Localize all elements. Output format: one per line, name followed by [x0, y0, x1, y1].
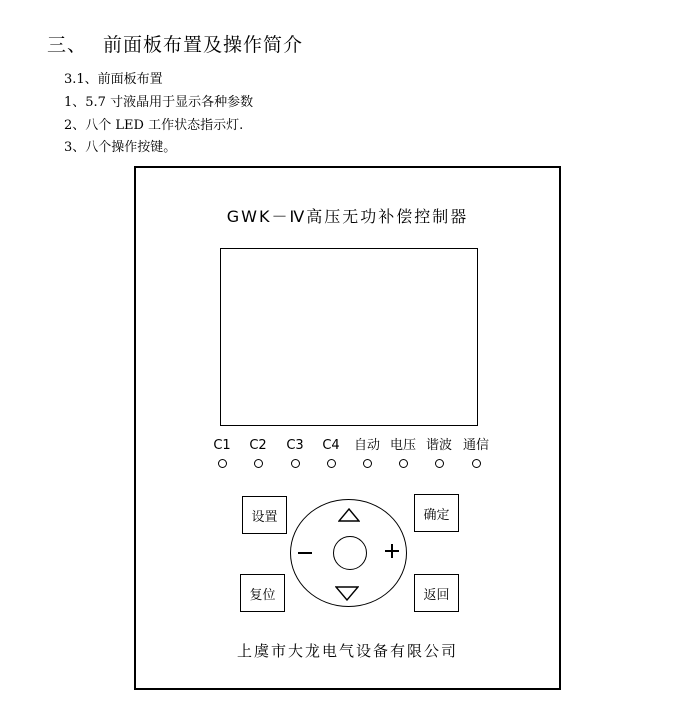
indicator-label: C1 [213, 438, 231, 453]
confirm-button[interactable]: 确定 [414, 494, 459, 532]
indicator-harmonic [421, 438, 457, 468]
section-number: 三、 [47, 34, 88, 56]
list-item: 2、八个 LED 工作状态指示灯. [64, 118, 244, 133]
indicator-label: 自动 [353, 438, 380, 453]
led-icon [218, 459, 227, 468]
section-heading [47, 30, 303, 57]
indicator-comm [458, 438, 494, 468]
indicator-voltage [385, 438, 421, 468]
manufacturer-label: 上虞市大龙电气设备有限公司 [236, 642, 458, 660]
section-title: 前面板布置及操作简介 [103, 34, 304, 56]
led-icon [291, 459, 300, 468]
led-icon [254, 459, 263, 468]
minus-icon[interactable] [298, 542, 312, 562]
indicator-c1 [204, 438, 240, 468]
list-item: 1、5.7 寸液晶用于显示各种参数 [64, 95, 254, 110]
indicator-c2 [240, 438, 276, 468]
panel-title: GWK－Ⅳ高压无功补偿控制器 [226, 207, 469, 226]
led-icon [472, 459, 481, 468]
indicator-label: C3 [286, 438, 304, 453]
led-icon [327, 459, 336, 468]
indicator-c4 [313, 438, 349, 468]
back-button[interactable]: 返回 [414, 574, 459, 612]
front-panel-diagram [134, 166, 561, 690]
plus-icon[interactable] [385, 544, 399, 558]
down-arrow-icon[interactable] [335, 586, 359, 601]
center-button[interactable] [333, 536, 367, 570]
indicator-c3 [277, 438, 313, 468]
indicator-label: C2 [249, 438, 267, 453]
up-arrow-icon[interactable] [338, 508, 360, 522]
setup-button[interactable]: 设置 [242, 496, 287, 534]
led-icon [399, 459, 408, 468]
reset-button[interactable]: 复位 [240, 574, 285, 612]
led-icon [435, 459, 444, 468]
indicator-label: 通信 [462, 438, 489, 453]
indicator-auto [349, 438, 385, 468]
list-item: 3、八个操作按键。 [64, 140, 177, 155]
lcd-screen [220, 248, 478, 426]
led-icon [363, 459, 372, 468]
indicator-label: C4 [322, 438, 340, 453]
subsection-title: 3.1、前面板布置 [64, 72, 163, 87]
indicator-label: 谐波 [425, 438, 452, 453]
navigation-pad [290, 499, 407, 607]
indicator-label: 电压 [389, 438, 416, 453]
